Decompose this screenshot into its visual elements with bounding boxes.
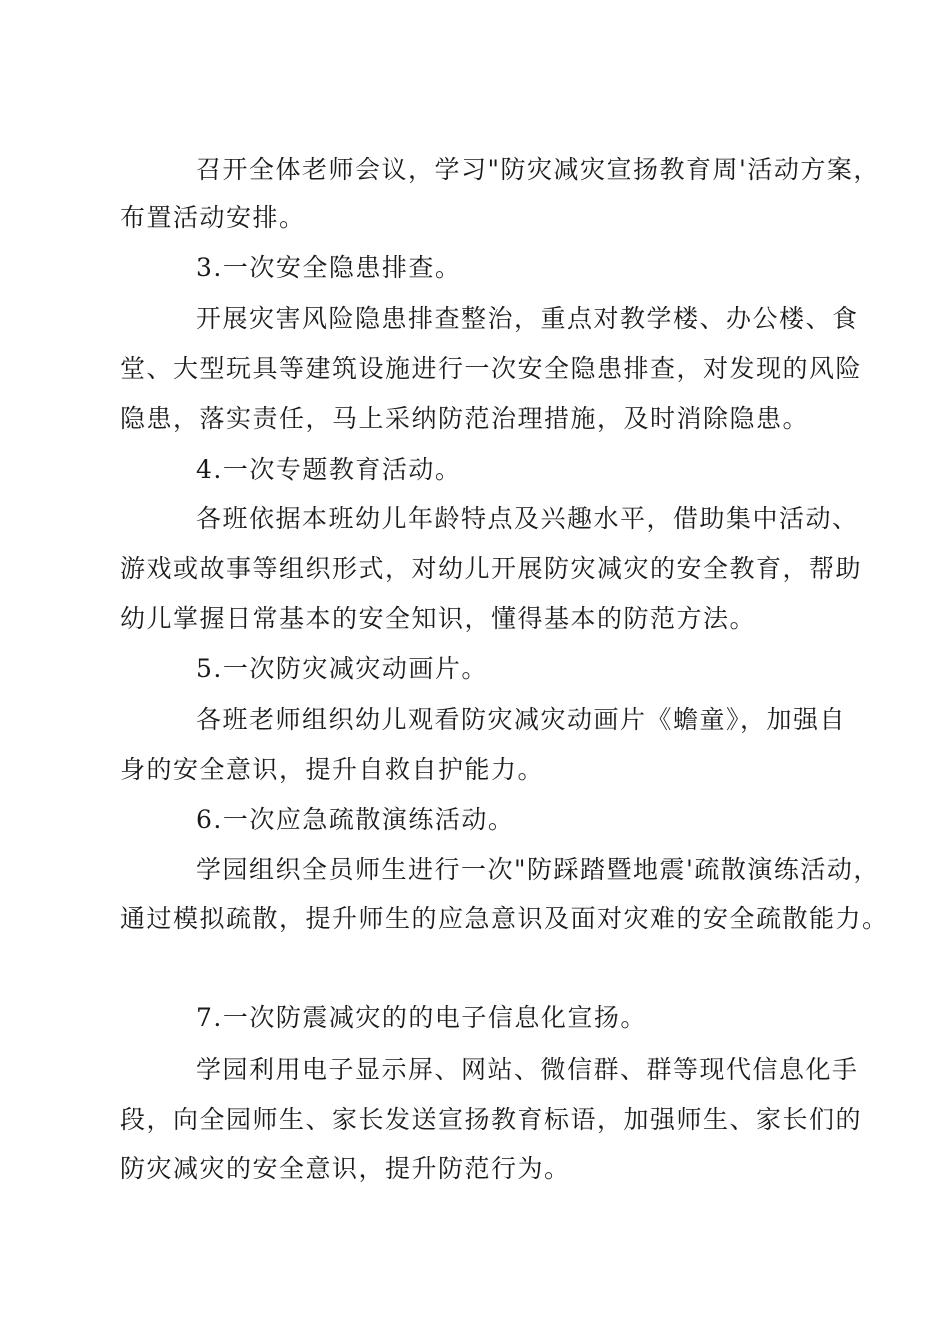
section-heading: 7.一次防震减灾的的电子信息化宣扬。 xyxy=(196,1003,647,1032)
paragraph-line: 各班老师组织幼儿观看防灾减灾动画片《蟾童》，加强自 xyxy=(196,705,847,734)
paragraph-line: 隐患，落实责任，马上采纳防范治理措施，及时消除隐患。 xyxy=(120,404,810,433)
section-heading: 4.一次专题教育活动。 xyxy=(196,455,462,484)
paragraph-line: 学园利用电子显示屏、网站、微信群、群等现代信息化手 xyxy=(196,1055,859,1084)
paragraph-line: 游戏或故事等组织形式，对幼儿开展防灾减灾的安全教育，帮助 xyxy=(120,554,863,583)
paragraph-line: 防灾减灾的安全意识，提升防范行为。 xyxy=(120,1154,571,1183)
paragraph-line: 学园组织全员师生进行一次"防踩踏暨地震'疏散演练活动， xyxy=(196,855,880,884)
paragraph-line: 开展灾害风险隐患排查整治，重点对教学楼、办公楼、食 xyxy=(196,304,859,333)
paragraph-line: 身的安全意识，提升自救自护能力。 xyxy=(120,755,545,784)
section-heading: 5.一次防灾减灾动画片。 xyxy=(196,654,488,683)
paragraph-line: 各班依据本班幼儿年龄特点及兴趣水平，借助集中活动、 xyxy=(196,504,859,533)
paragraph-line: 布置活动安排。 xyxy=(120,203,306,232)
section-heading: 6.一次应急疏散演练活动。 xyxy=(196,805,515,834)
paragraph-line: 堂、大型玩具等建筑设施进行一次安全隐患排查，对发现的风险 xyxy=(120,354,863,383)
paragraph-line: 通过模拟疏散，提升师生的应急意识及面对灾难的安全疏散能力。 xyxy=(120,904,889,933)
paragraph-line: 段，向全园师生、家长发送宣扬教育标语，加强师生、家长们的 xyxy=(120,1105,863,1134)
section-heading: 3.一次安全隐患排查。 xyxy=(196,253,462,282)
paragraph-line: 召开全体老师会议，学习"防灾减灾宣扬教育周'活动方案， xyxy=(196,155,880,184)
paragraph-line: 幼儿掌握日常基本的安全知识，懂得基本的防范方法。 xyxy=(120,604,757,633)
